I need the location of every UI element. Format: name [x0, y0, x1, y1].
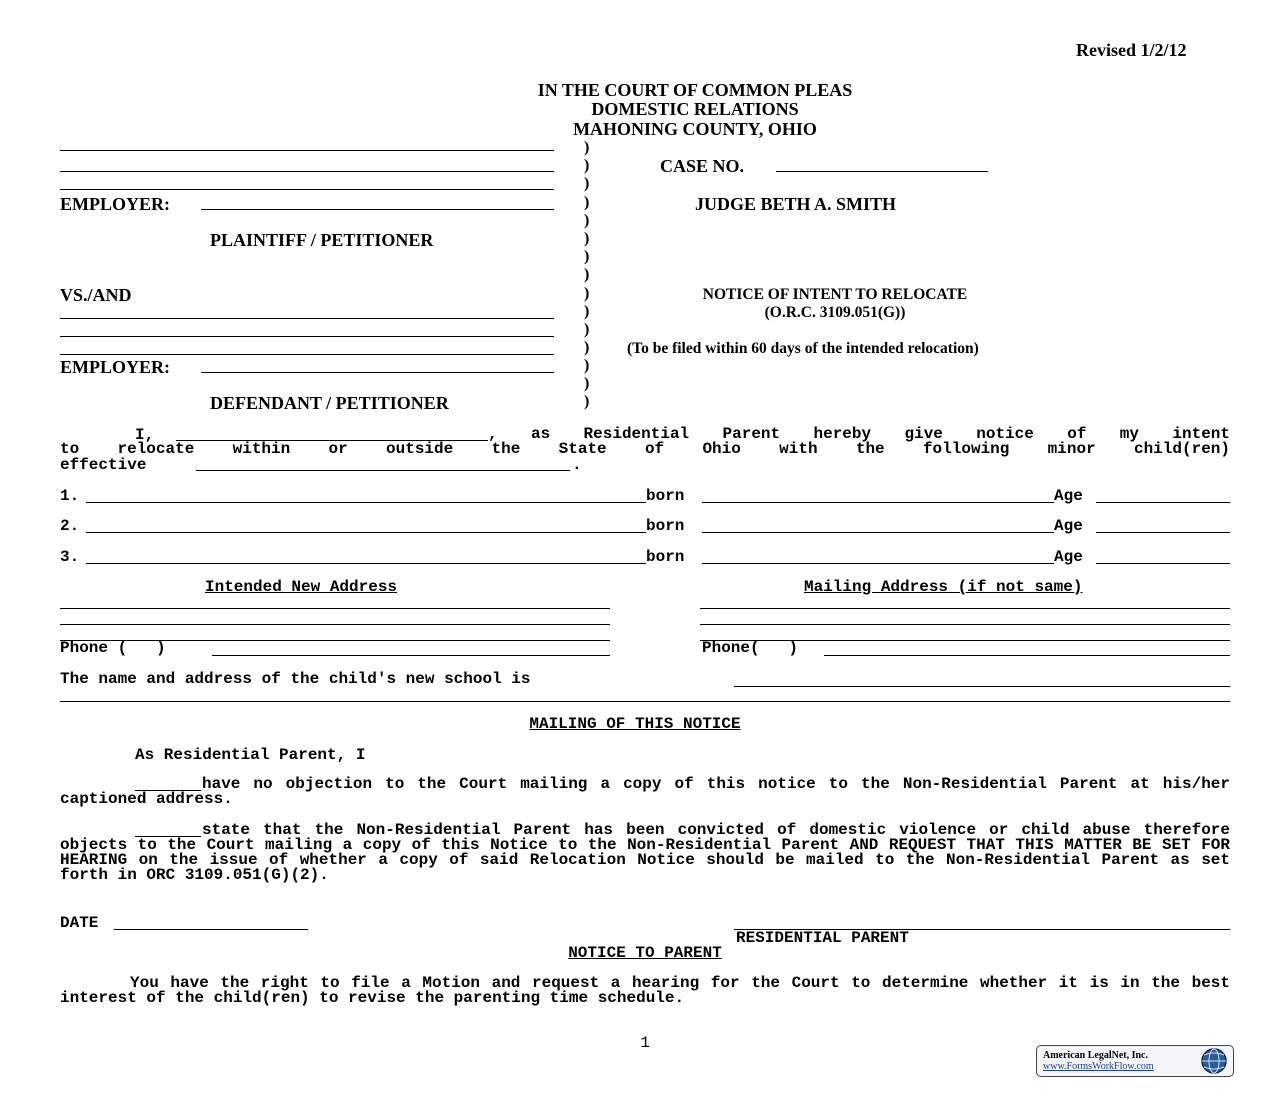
- mailing-option-2: state that the Non-Residential Parent has been convicted of domestic violence or child abuse therefore objects to the Court mailing a copy of this Notice to the Non-Residential Parent AND REQUEST THAT THIS MATTER BE SET FOR HEARING on the issue of whether a copy of said Relocation Notice should be mailed to the Non-Residential Parent as set forth in ORC 3109.051(G)(2).: [60, 821, 1230, 884]
- intro-line-2: to relocate within or outside the State of Ohio with the following minor child(ren): [60, 440, 1230, 458]
- mailing-heading: MAILING OF THIS NOTICE: [529, 715, 741, 733]
- caption-paren: ): [584, 339, 590, 356]
- child-number: 3.: [60, 548, 80, 566]
- defendant-address-line-2[interactable]: [60, 354, 554, 355]
- caption-paren: ): [584, 194, 590, 211]
- revised-date: Revised 1/2/12: [1076, 40, 1187, 60]
- vs-label: VS./AND: [60, 285, 132, 305]
- caption-paren: ): [584, 321, 590, 338]
- child-birthdate-line[interactable]: [702, 563, 1054, 564]
- school-line-2[interactable]: [60, 701, 1230, 702]
- plaintiff-address-line-1[interactable]: [60, 171, 554, 172]
- notice-to-parent-text: You have the right to file a Motion and request a hearing for the Court to determine whether it is in the best interest of the child(ren) to revise the parenting time schedule.: [60, 974, 1230, 1007]
- signature-label: RESIDENTIAL PARENT: [736, 929, 909, 947]
- caption-paren: ): [584, 175, 590, 192]
- notice-deadline: (To be filed within 60 days of the intended relocation): [627, 340, 979, 357]
- case-number-label: CASE NO.: [660, 156, 745, 176]
- caption-paren: ): [584, 266, 590, 283]
- child-name-line[interactable]: [86, 502, 646, 503]
- intro-prefix: I,: [135, 426, 155, 444]
- case-number-line[interactable]: [776, 171, 988, 172]
- caption-paren: ): [584, 375, 590, 392]
- caption-paren: ): [584, 285, 590, 302]
- defendant-employer-label: EMPLOYER:: [60, 357, 170, 377]
- caption-paren: ): [584, 248, 590, 265]
- defendant-name-line[interactable]: [60, 318, 554, 319]
- mailing-phone-label: Phone( ): [702, 639, 799, 657]
- notice-to-parent-heading: NOTICE TO PARENT: [568, 944, 722, 962]
- notice-title: NOTICE OF INTENT TO RELOCATE: [702, 286, 968, 303]
- child-age-line[interactable]: [1096, 563, 1230, 564]
- intro-period: .: [572, 456, 582, 474]
- school-line-1[interactable]: [734, 686, 1230, 687]
- notice-statute: (O.R.C. 3109.051(G)): [764, 304, 906, 321]
- new-address-line-2[interactable]: [60, 624, 610, 625]
- child-name-line[interactable]: [86, 563, 646, 564]
- age-label: Age: [1054, 548, 1083, 566]
- plaintiff-address-line-2[interactable]: [60, 189, 554, 190]
- child-age-line[interactable]: [1096, 532, 1230, 533]
- born-label: born: [646, 487, 685, 505]
- mailing-intro: As Residential Parent, I: [135, 746, 366, 764]
- age-label: Age: [1054, 517, 1083, 535]
- child-number: 2.: [60, 517, 80, 535]
- judge-name: JUDGE BETH A. SMITH: [695, 194, 897, 214]
- caption-paren: ): [584, 139, 590, 156]
- logo-url[interactable]: www.FormsWorkFlow.com: [1043, 1061, 1154, 1072]
- caption-paren: ): [584, 303, 590, 320]
- school-label: The name and address of the child's new school is: [60, 670, 531, 688]
- logo-company: American LegalNet, Inc.: [1043, 1050, 1148, 1061]
- new-phone-label: Phone ( ): [60, 639, 166, 657]
- mailing-address-heading: Mailing Address (if not same): [804, 578, 1083, 596]
- caption-paren: ): [584, 212, 590, 229]
- mailing-phone-line[interactable]: [824, 655, 1230, 656]
- caption-paren: ): [584, 230, 590, 247]
- mailing-address-line-1[interactable]: [700, 608, 1230, 609]
- born-label: born: [646, 517, 685, 535]
- page-number: 1: [640, 1034, 650, 1052]
- new-address-line-1[interactable]: [60, 608, 610, 609]
- court-title-line-2: DOMESTIC RELATIONS: [591, 99, 799, 119]
- child-birthdate-line[interactable]: [702, 532, 1054, 533]
- caption-paren: ): [584, 357, 590, 374]
- defendant-label: DEFENDANT / PETITIONER: [210, 393, 449, 413]
- caption-paren: ): [584, 393, 590, 410]
- intro-line-1: , as Residential Parent hereby give notice of my intent: [488, 425, 1230, 443]
- defendant-employer-line[interactable]: [201, 372, 554, 373]
- date-line[interactable]: [114, 929, 308, 930]
- effective-label: effective: [60, 456, 147, 474]
- child-number: 1.: [60, 487, 80, 505]
- date-label: DATE: [60, 914, 99, 932]
- child-age-line[interactable]: [1096, 502, 1230, 503]
- defendant-address-line-1[interactable]: [60, 336, 554, 337]
- new-address-heading: Intended New Address: [205, 578, 398, 596]
- plaintiff-name-line[interactable]: [60, 150, 554, 151]
- court-title-line-1: IN THE COURT OF COMMON PLEAS: [537, 80, 853, 100]
- globe-icon: [1199, 1047, 1229, 1075]
- age-label: Age: [1054, 487, 1083, 505]
- plaintiff-label: PLAINTIFF / PETITIONER: [210, 230, 434, 250]
- child-birthdate-line[interactable]: [702, 502, 1054, 503]
- caption-paren: ): [584, 157, 590, 174]
- plaintiff-employer-label: EMPLOYER:: [60, 194, 170, 214]
- court-title-line-3: MAHONING COUNTY, OHIO: [573, 119, 817, 139]
- effective-date-line[interactable]: [196, 470, 570, 471]
- born-label: born: [646, 548, 685, 566]
- child-name-line[interactable]: [86, 532, 646, 533]
- plaintiff-employer-line[interactable]: [201, 209, 554, 210]
- mailing-option-1: have no objection to the Court mailing a copy of this notice to the Non-Residential Parent at his/her captioned address.: [60, 775, 1230, 808]
- mailing-address-line-2[interactable]: [700, 624, 1230, 625]
- new-phone-line[interactable]: [212, 655, 610, 656]
- american-legalnet-logo[interactable]: [1036, 1045, 1234, 1077]
